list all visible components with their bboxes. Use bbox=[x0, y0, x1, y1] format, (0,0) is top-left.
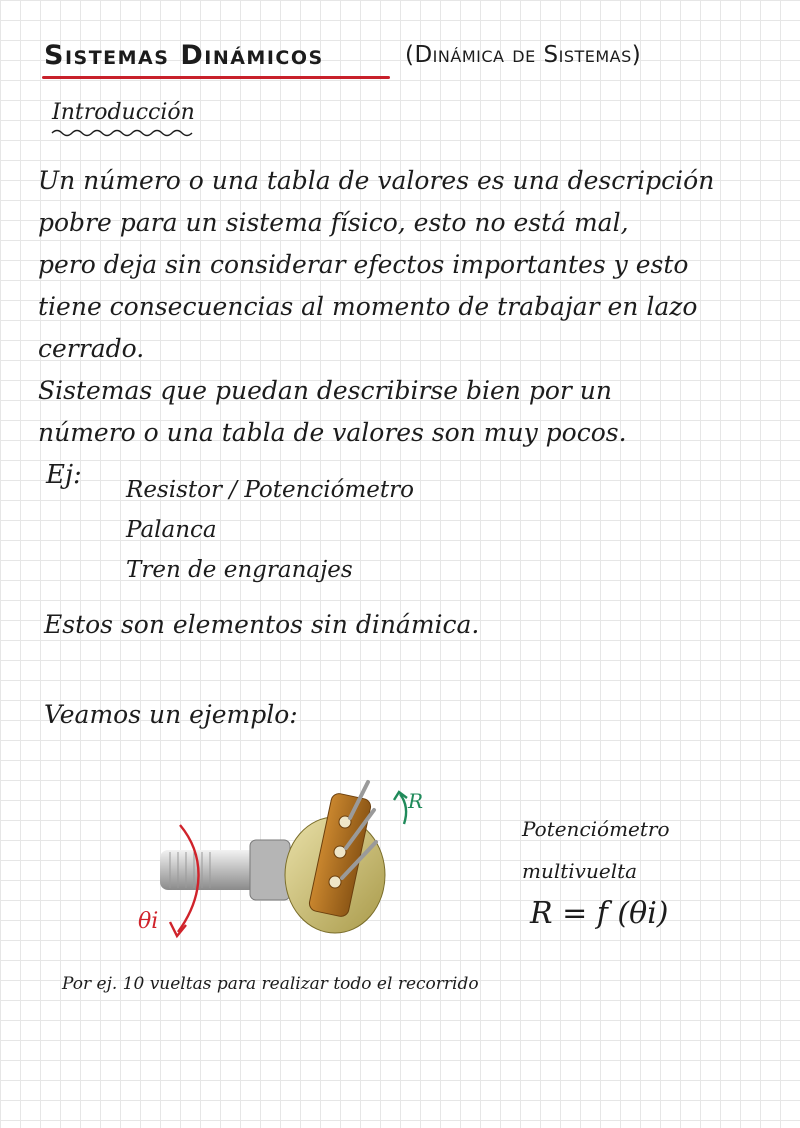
caption-line: multivuelta bbox=[522, 859, 638, 883]
formula: R = f (θi) bbox=[530, 896, 669, 931]
intro-paragraph bbox=[38, 160, 714, 370]
paragraph-line: número o una tabla de valores son muy pocos. bbox=[38, 418, 627, 447]
paragraph-line: tiene consecuencias al momento de trabajar en lazo bbox=[38, 292, 698, 321]
paragraph-line: pobre para un sistema físico, esto no está mal, bbox=[38, 208, 629, 237]
page-subtitle: (Dinámica de Sistemas) bbox=[405, 42, 642, 68]
paragraph-line: pero deja sin considerar efectos importantes y esto bbox=[38, 250, 689, 279]
resistance-label: R bbox=[408, 789, 424, 813]
figure-caption bbox=[522, 808, 670, 892]
resistance-arrow-icon bbox=[394, 792, 407, 824]
paragraph-line: cerrado. bbox=[38, 334, 145, 363]
angle-label: θi bbox=[138, 909, 159, 934]
examples-list bbox=[126, 470, 414, 590]
footnote: Por ej. 10 vueltas para realizar todo el recorrido bbox=[62, 974, 479, 994]
list-item: Tren de engranajes bbox=[126, 557, 353, 583]
statement-text: Estos son elementos sin dinámica. bbox=[44, 610, 480, 639]
example-intro: Veamos un ejemplo: bbox=[44, 700, 298, 729]
second-paragraph bbox=[38, 370, 627, 454]
title-underline bbox=[42, 76, 390, 79]
examples-label: Ej: bbox=[46, 460, 82, 490]
list-item: Palanca bbox=[126, 517, 217, 543]
potentiometer-icon bbox=[160, 782, 385, 933]
section-heading-underline bbox=[50, 128, 200, 138]
list-item: Resistor / Potenciómetro bbox=[126, 477, 414, 503]
page-title: Sistemas Dinámicos bbox=[44, 40, 324, 71]
paragraph-line: Un número o una tabla de valores es una descripción bbox=[38, 166, 715, 195]
caption-line: Potenciómetro bbox=[522, 817, 670, 841]
paragraph-line: Sistemas que puedan describirse bien por un bbox=[38, 376, 612, 405]
section-heading: Introducción bbox=[52, 100, 195, 125]
potentiometer-figure bbox=[130, 770, 450, 950]
